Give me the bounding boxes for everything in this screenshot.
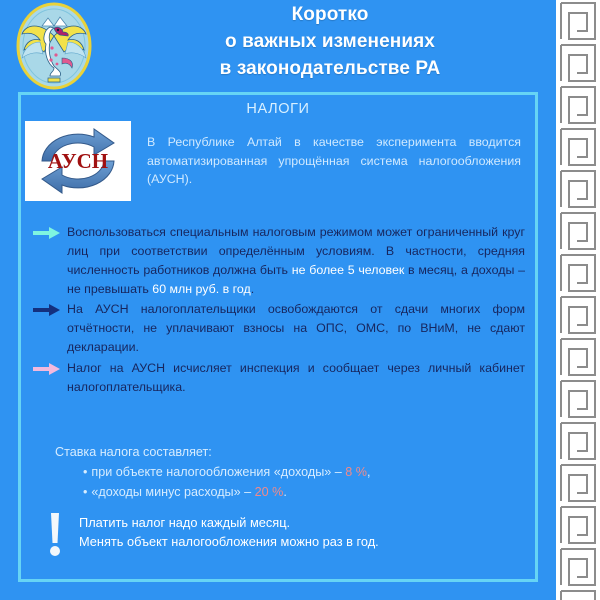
title-line-2: о важных изменениях xyxy=(225,30,435,52)
tax-rates-heading: Ставка налога составляет: xyxy=(55,444,212,459)
circular-arrows-icon xyxy=(28,123,128,199)
section-title-taxes: НАЛОГИ xyxy=(246,101,310,117)
rate-bullet-dot: • xyxy=(83,484,88,499)
meander-unit xyxy=(556,336,600,378)
meander-unit xyxy=(556,546,600,588)
arrow-icon xyxy=(33,303,61,317)
meander-unit xyxy=(556,294,600,336)
bullet-item xyxy=(27,300,525,357)
tax-rates-items xyxy=(55,463,535,502)
meander-unit xyxy=(556,378,600,420)
meander-unit xyxy=(556,588,600,600)
bullet-item xyxy=(27,359,525,397)
arrow-icon xyxy=(33,362,61,376)
meander-unit xyxy=(556,420,600,462)
exclamation-mark-icon xyxy=(47,513,63,557)
rate-value: 20 % xyxy=(254,484,284,499)
rate-label: «доходы минус расходы» – xyxy=(91,484,255,499)
rate-label: при объекте налогообложения «доходы» – xyxy=(91,465,346,480)
ausn-logo-text: АУСН xyxy=(47,149,109,173)
bullet-list xyxy=(21,223,535,397)
coat-of-arms-altai-republic-icon xyxy=(10,2,98,90)
meander-unit xyxy=(556,0,600,42)
bullet-segment: не более 5 человек xyxy=(291,262,405,277)
ausn-logo xyxy=(25,121,131,201)
meander-unit xyxy=(556,210,600,252)
arrow-icon xyxy=(33,226,61,240)
rate-value: 8 % xyxy=(345,465,367,480)
meander-unit xyxy=(556,462,600,504)
meander-unit xyxy=(556,126,600,168)
rate-bullet-dot: • xyxy=(83,465,88,480)
rate-tail: . xyxy=(283,484,287,499)
bullet-segment: 60 млн руб. в год xyxy=(152,281,251,296)
footer-note xyxy=(35,513,521,557)
tax-rate-item xyxy=(83,463,535,483)
poster-header xyxy=(0,0,556,92)
bullet-segment: Воспользоваться специальным налоговым режимом может ограниченный круг лиц при соответствии определённым условиям. В частности, средняя численность работников должна быть xyxy=(67,225,525,277)
bullet-segment: в месяц, а доходы – не превышать xyxy=(67,262,525,296)
footer-note-text xyxy=(79,513,521,551)
intro-text: В Республике Алтай в качестве эксперимента вводится автоматизированная упрощённая система налогообложения (АУСН). xyxy=(147,135,521,187)
title-line-3: в законодательстве РА xyxy=(219,57,441,79)
tax-rate-item xyxy=(83,483,535,503)
footer-note-line-2: Менять объект налогообложения можно раз в год. xyxy=(79,534,379,550)
content-panel xyxy=(18,92,538,582)
meander-unit xyxy=(556,252,600,294)
bullet-segment: . xyxy=(250,281,255,296)
tax-rates-block xyxy=(21,443,535,503)
poster-title xyxy=(110,2,550,83)
meander-unit xyxy=(556,84,600,126)
footer-note-line-1: Платить налог надо каждый месяц. xyxy=(79,515,291,530)
title-line-1: Коротко xyxy=(291,4,369,25)
meander-unit xyxy=(556,504,600,546)
greek-meander-border xyxy=(556,0,600,600)
meander-unit xyxy=(556,168,600,210)
meander-unit xyxy=(556,42,600,84)
bullet-segment: Налог на АУСН исчисляет инспекция и сообщает через личный кабинет налогоплательщика. xyxy=(67,360,525,394)
intro-row xyxy=(21,119,535,205)
rate-tail: , xyxy=(366,465,371,480)
bullet-item xyxy=(27,223,525,298)
bullet-segment: На АУСН налогоплательщики освобождаются от сдачи многих форм отчётности, не уплачивают взносы на ОПС, ОМС, по ВНиМ, не сдают декларации. xyxy=(67,302,525,355)
